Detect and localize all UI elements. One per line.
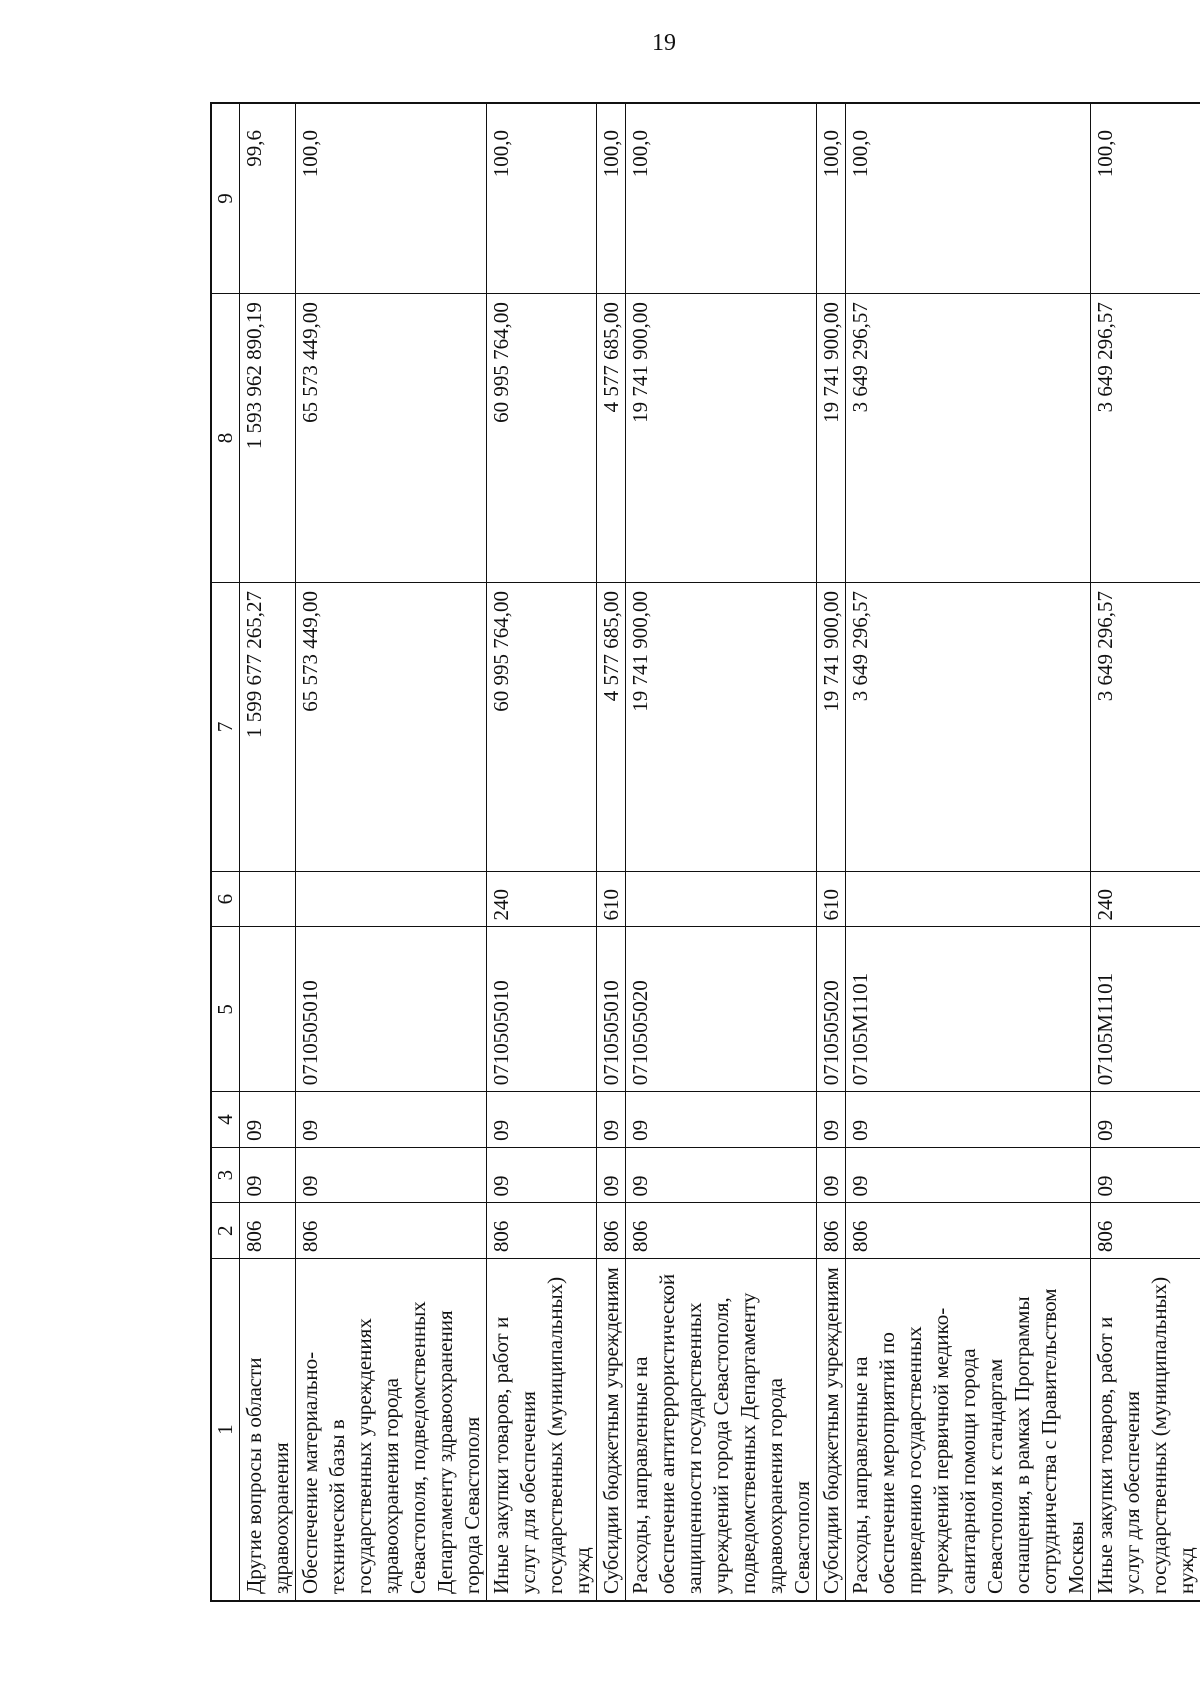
row-name: Расходы, направленные на обеспечение антитеррористической защищенности государственных учреждений города Севастополя, подведомственных Департаменту здравоохранения города Севастополя (626, 1259, 817, 1601)
cell-section: 09 (817, 1147, 846, 1203)
table-row (817, 103, 846, 1601)
cell-percent: 100,0 (1091, 103, 1200, 294)
cell-ministry-code: 806 (296, 1203, 487, 1259)
cell-target-article: 0710505020 (817, 927, 846, 1092)
table-row (846, 103, 1091, 1601)
column-header: 9 (211, 103, 240, 294)
table-row (296, 103, 487, 1601)
cell-ministry-code: 806 (626, 1203, 817, 1259)
page-number: 19 (652, 30, 676, 56)
cell-target-article (240, 927, 296, 1092)
column-header: 4 (211, 1092, 240, 1148)
cell-subsection: 09 (626, 1092, 817, 1148)
cell-target-article: 0710505010 (296, 927, 487, 1092)
table-row (626, 103, 817, 1601)
cell-percent: 100,0 (626, 103, 817, 294)
cell-amount-planned: 4 577 685,00 (597, 582, 626, 871)
cell-subsection: 09 (240, 1092, 296, 1148)
column-header: 8 (211, 294, 240, 583)
cell-section: 09 (240, 1147, 296, 1203)
cell-expense-type (296, 871, 487, 927)
column-header: 7 (211, 582, 240, 871)
cell-expense-type: 610 (597, 871, 626, 927)
header-row (211, 103, 240, 1601)
cell-percent: 100,0 (597, 103, 626, 294)
cell-amount-executed: 3 649 296,57 (846, 294, 1091, 583)
cell-amount-executed: 19 741 900,00 (817, 294, 846, 583)
cell-amount-planned: 3 649 296,57 (1091, 582, 1200, 871)
row-name: Иные закупки товаров, работ и услуг для обеспечения государственных (муниципальных) нужд (487, 1259, 597, 1601)
table-row (240, 103, 296, 1601)
row-name: Другие вопросы в области здравоохранения (240, 1259, 296, 1601)
cell-ministry-code: 806 (487, 1203, 597, 1259)
cell-percent: 100,0 (487, 103, 597, 294)
cell-subsection: 09 (597, 1092, 626, 1148)
cell-expense-type (846, 871, 1091, 927)
column-header: 1 (211, 1259, 240, 1601)
cell-amount-executed: 4 577 685,00 (597, 294, 626, 583)
cell-ministry-code: 806 (597, 1203, 626, 1259)
cell-target-article: 07105M1101 (846, 927, 1091, 1092)
cell-ministry-code: 806 (817, 1203, 846, 1259)
cell-target-article: 0710505010 (487, 927, 597, 1092)
cell-amount-executed: 65 573 449,00 (296, 294, 487, 583)
cell-expense-type (626, 871, 817, 927)
cell-subsection: 09 (487, 1092, 597, 1148)
row-name: Субсидии бюджетным учреждениям (817, 1259, 846, 1601)
cell-target-article: 0710505010 (597, 927, 626, 1092)
cell-section: 09 (1091, 1147, 1200, 1203)
row-name: Субсидии бюджетным учреждениям (597, 1259, 626, 1601)
row-name: Иные закупки товаров, работ и услуг для обеспечения государственных (муниципальных) нужд (1091, 1259, 1200, 1601)
cell-amount-executed: 3 649 296,57 (1091, 294, 1200, 583)
cell-target-article: 07105M1101 (1091, 927, 1200, 1092)
cell-amount-executed: 1 593 962 890,19 (240, 294, 296, 583)
cell-section: 09 (487, 1147, 597, 1203)
cell-expense-type: 240 (487, 871, 597, 927)
cell-section: 09 (597, 1147, 626, 1203)
cell-subsection: 09 (817, 1092, 846, 1148)
column-header: 6 (211, 871, 240, 927)
cell-amount-planned: 60 995 764,00 (487, 582, 597, 871)
cell-amount-planned: 3 649 296,57 (846, 582, 1091, 871)
cell-percent: 100,0 (817, 103, 846, 294)
cell-amount-planned: 19 741 900,00 (626, 582, 817, 871)
budget-table (210, 102, 1200, 1602)
cell-amount-executed: 60 995 764,00 (487, 294, 597, 583)
cell-section: 09 (296, 1147, 487, 1203)
cell-subsection: 09 (846, 1092, 1091, 1148)
cell-ministry-code: 806 (846, 1203, 1091, 1259)
row-name: Обеспечение материально-технической базы в государственных учреждениях здравоохранения города Севастополя, подведомственных Департаменту здравоохранения города Севастополя (296, 1259, 487, 1601)
cell-section: 09 (626, 1147, 817, 1203)
cell-expense-type: 240 (1091, 871, 1200, 927)
row-name: Расходы, направленные на обеспечение мероприятий по приведению государственных учреждений первичной медико-санитарной помощи города Севастополя к стандартам оснащения, в рамках Программы сотрудничества с Правительством Москвы (846, 1259, 1091, 1601)
cell-expense-type: 610 (817, 871, 846, 927)
cell-ministry-code: 806 (1091, 1203, 1200, 1259)
cell-section: 09 (846, 1147, 1091, 1203)
cell-amount-executed: 19 741 900,00 (626, 294, 817, 583)
cell-subsection: 09 (296, 1092, 487, 1148)
cell-percent: 99,6 (240, 103, 296, 294)
cell-amount-planned: 65 573 449,00 (296, 582, 487, 871)
cell-percent: 100,0 (296, 103, 487, 294)
cell-ministry-code: 806 (240, 1203, 296, 1259)
column-header: 5 (211, 927, 240, 1092)
table-row (597, 103, 626, 1601)
cell-subsection: 09 (1091, 1092, 1200, 1148)
rotated-table-container (210, 102, 1198, 1602)
cell-expense-type (240, 871, 296, 927)
column-header: 3 (211, 1147, 240, 1203)
cell-percent: 100,0 (846, 103, 1091, 294)
column-header: 2 (211, 1203, 240, 1259)
cell-amount-planned: 1 599 677 265,27 (240, 582, 296, 871)
cell-target-article: 0710505020 (626, 927, 817, 1092)
table-row (487, 103, 597, 1601)
cell-amount-planned: 19 741 900,00 (817, 582, 846, 871)
table-row (1091, 103, 1200, 1601)
